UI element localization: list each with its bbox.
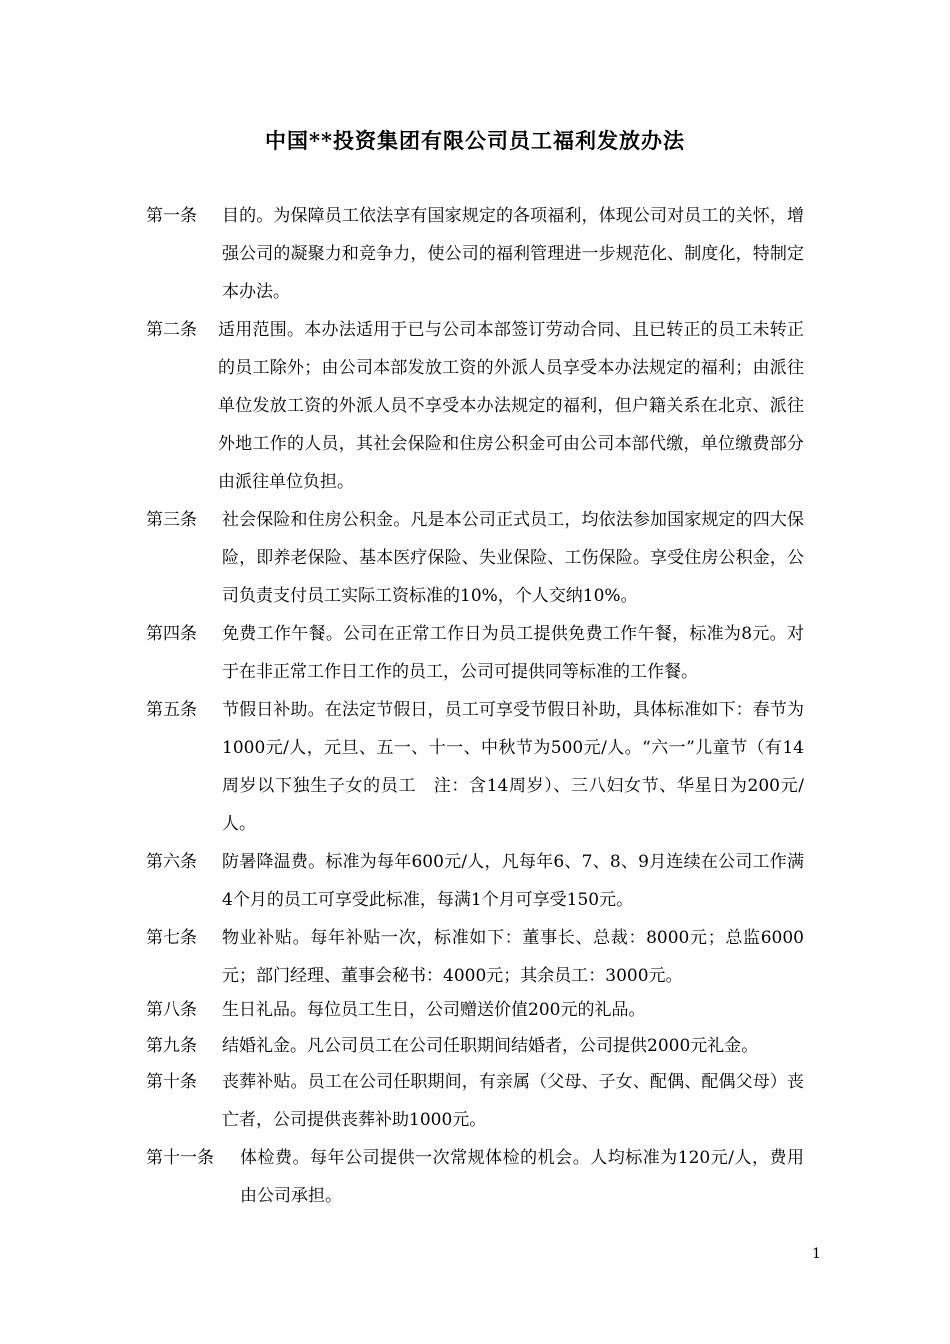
article-label: 第七条	[146, 928, 197, 948]
article-text: 防暑降温费。标准为每年600元/人，凡每年6、7、8、9月连续在公司工作满4个月的员工可享受此标准，每满1个月可享受150元。	[222, 852, 804, 910]
article-text: 节假日补助。在法定节假日，员工可享受节假日补助，具体标准如下：春节为1000元/人，元旦、五一、十一、中秋节为500元/人。“六一”儿童节（有14周岁以下独生子女的员工 注：含14周岁）、三八妇女节、华星日为200元/人。	[222, 700, 804, 834]
article-text: 免费工作午餐。公司在正常工作日为员工提供免费工作午餐，标准为8元。对于在非正常工作日工作的员工，公司可提供同等标准的工作餐。	[222, 624, 804, 682]
article-text: 社会保险和住房公积金。凡是本公司正式员工，均依法参加国家规定的四大保险，即养老保险、基本医疗保险、失业保险、工伤保险。享受住房公积金，公司负责支付员工实际工资标准的10%，个人交纳10%。	[222, 510, 804, 606]
article-label: 第八条	[146, 1000, 197, 1020]
article-text: 结婚礼金。凡公司员工在公司任职期间结婚者，公司提供2000元礼金。	[222, 1036, 759, 1056]
article-label: 第九条	[146, 1036, 197, 1056]
article-label: 第六条	[146, 852, 197, 872]
article-text: 生日礼品。每位员工生日，公司赠送价值200元的礼品。	[222, 1000, 646, 1020]
article-label: 第二条	[146, 320, 197, 340]
article-label: 第四条	[146, 624, 197, 644]
article-label: 第十一条	[146, 1148, 214, 1168]
article-label: 第五条	[146, 700, 197, 720]
article-label: 第三条	[146, 510, 197, 530]
article-text: 适用范围。本办法适用于已与公司本部签订劳动合同、且已转正的员工未转正的员工除外；由公司本部发放工资的外派人员享受本办法规定的福利；由派往单位发放工资的外派人员不享受本办法规定的福利，但户籍关系在北京、派往外地工作的人员，其社会保险和住房公积金可由公司本部代缴，单位缴费部分由派往单位负担。	[218, 320, 804, 492]
article-label: 第一条	[146, 206, 197, 226]
article-label: 第十条	[146, 1072, 197, 1092]
article-text: 物业补贴。每年补贴一次，标准如下：董事长、总裁：8000元；总监6000元；部门经理、董事会秘书：4000元；其余员工：3000元。	[222, 928, 804, 986]
document-title: 中国**投资集团有限公司员工福利发放办法	[265, 128, 685, 153]
article-text: 体检费。每年公司提供一次常规体检的机会。人均标准为120元/人，费用由公司承担。	[240, 1148, 804, 1206]
page-number: 1	[812, 1246, 821, 1262]
article-text: 目的。为保障员工依法享有国家规定的各项福利，体现公司对员工的关怀，增强公司的凝聚力和竞争力，使公司的福利管理进一步规范化、制度化，特制定本办法。	[222, 206, 804, 302]
article-text: 丧葬补贴。员工在公司任职期间，有亲属（父母、子女、配偶、配偶父母）丧亡者，公司提供丧葬补助1000元。	[222, 1072, 804, 1130]
